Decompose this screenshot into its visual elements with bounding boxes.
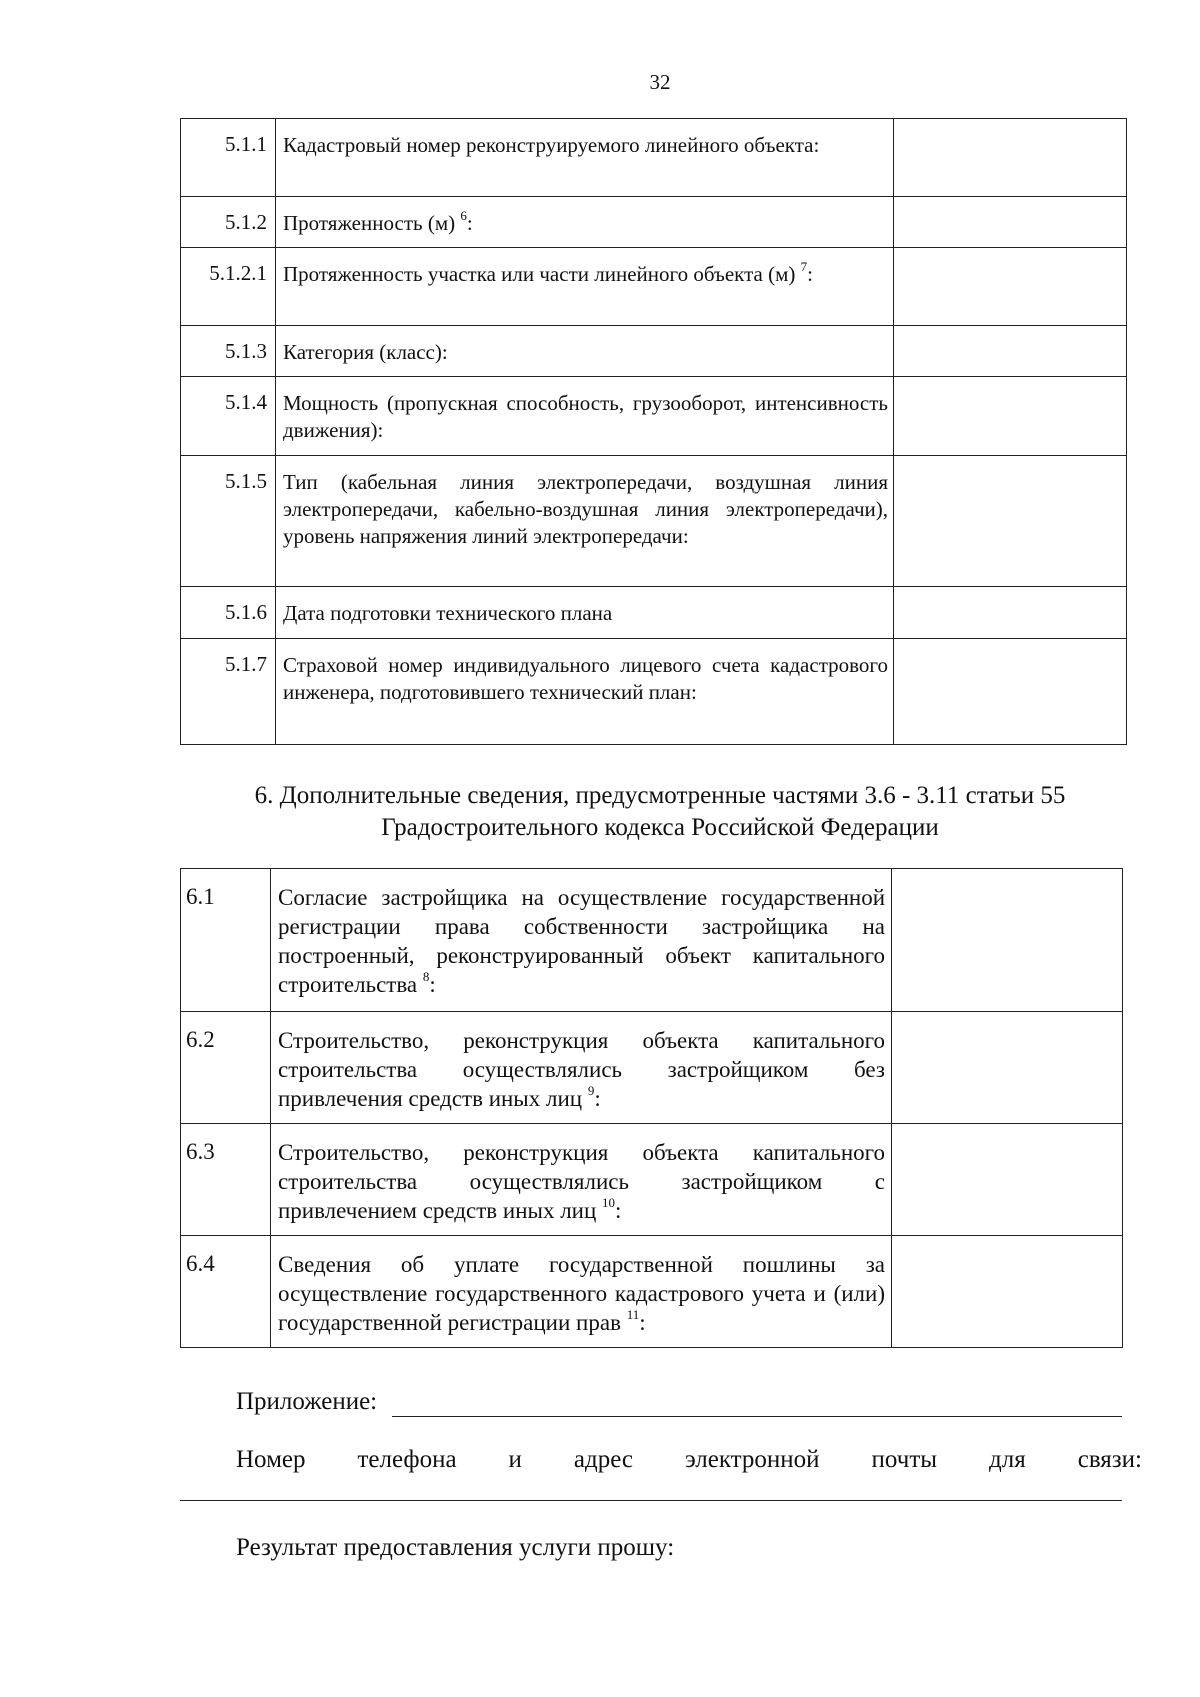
table-row: [181, 1236, 1123, 1348]
footnote-ref: 8: [422, 969, 430, 985]
table-row: [181, 326, 1127, 377]
row-value-cell[interactable]: [894, 119, 1127, 197]
table-row: [181, 1012, 1123, 1124]
row-number: 5.1.2.1: [181, 248, 276, 326]
row-value-cell[interactable]: [892, 1124, 1123, 1236]
page-number: 32: [649, 70, 671, 94]
attachment-line[interactable]: [392, 1416, 1122, 1417]
row-number: 5.1.1: [181, 119, 276, 197]
row-value-cell[interactable]: [892, 869, 1123, 1012]
table-row: [181, 197, 1127, 248]
table-row: [181, 377, 1127, 456]
row-number: 5.1.4: [181, 377, 276, 456]
result-label: Результат предоставления услуги прошу:: [236, 1534, 675, 1561]
footnote-ref: 11: [626, 1307, 640, 1323]
row-value-cell[interactable]: [894, 456, 1127, 587]
row-label: Кадастровый номер реконструируемого линейного объекта:: [276, 119, 894, 197]
row-value-cell[interactable]: [892, 1236, 1123, 1348]
attachment-label: Приложение:: [236, 1388, 378, 1415]
row-label: Страховой номер индивидуального лицевого счета кадастрового инженера, подготовившего технический план:: [276, 639, 894, 745]
row-number: 6.1: [181, 869, 271, 1012]
row-label: Согласие застройщика на осуществление государственной регистрации права собственности застройщика на построенный, реконструированный объект капитального строительства $^8$:: [271, 869, 892, 1012]
row-value-cell[interactable]: [894, 326, 1127, 377]
footnote-ref: 6: [460, 208, 467, 223]
row-value-cell[interactable]: [894, 197, 1127, 248]
row-value-cell[interactable]: [894, 587, 1127, 639]
technical-info-table: [180, 118, 1127, 745]
row-label: Строительство, реконструкция объекта капитального строительства осуществлялись застройщиком с привлечением средств иных лиц $^{10}$:: [271, 1124, 892, 1236]
contact-line[interactable]: [180, 1500, 1122, 1501]
row-label: Строительство, реконструкция объекта капитального строительства осуществлялись застройщиком без привлечения средств иных лиц $^9$:: [271, 1012, 892, 1124]
row-number: 5.1.3: [181, 326, 276, 377]
table-row: [181, 1124, 1123, 1236]
row-value-cell[interactable]: [892, 1012, 1123, 1124]
row-value-cell[interactable]: [894, 639, 1127, 745]
row-number: 5.1.5: [181, 456, 276, 587]
section-6-heading: [220, 780, 1100, 844]
footnote-ref: 9: [587, 1083, 595, 1099]
table-row: [181, 587, 1127, 639]
additional-info-table: [180, 868, 1123, 1348]
row-value-cell[interactable]: [894, 377, 1127, 456]
row-label: Протяженность (м) $^6$:: [276, 197, 894, 248]
row-label: Тип (кабельная линия электропередачи, воздушная линия электропередачи, кабельно-воздушная линия электропередачи), уровень напряжения линий электропередачи:: [276, 456, 894, 587]
row-number: 5.1.2: [181, 197, 276, 248]
section-6-heading-line2: Градостроительного кодекса Российской Федерации: [381, 814, 939, 841]
row-number: 6.2: [181, 1012, 271, 1124]
contact-label: Номер телефона и адрес электронной почты для связи:: [236, 1446, 1142, 1473]
table-row: [181, 456, 1127, 587]
row-label: Мощность (пропускная способность, грузооборот, интенсивность движения):: [276, 377, 894, 456]
section-6-heading-line1: 6. Дополнительные сведения, предусмотренные частями 3.6 - 3.11 статьи 55: [254, 782, 1066, 809]
row-number: 6.4: [181, 1236, 271, 1348]
row-label: Категория (класс):: [276, 326, 894, 377]
table-row: [181, 639, 1127, 745]
table-row: [181, 869, 1123, 1012]
row-number: 5.1.7: [181, 639, 276, 745]
row-number: 5.1.6: [181, 587, 276, 639]
table-row: [181, 119, 1127, 197]
footnote-ref: 10: [602, 1195, 616, 1211]
row-number: 6.3: [181, 1124, 271, 1236]
row-value-cell[interactable]: [894, 248, 1127, 326]
footnote-ref: 7: [800, 259, 808, 274]
row-label: Дата подготовки технического плана: [276, 587, 894, 639]
row-label: Протяженность участка или части линейного объекта (м) $^7$:: [276, 248, 894, 326]
table-row: [181, 248, 1127, 326]
row-label: Сведения об уплате государственной пошлины за осуществление государственного кадастрового учета и (или) государственной регистрации прав $^{11}$:: [271, 1236, 892, 1348]
